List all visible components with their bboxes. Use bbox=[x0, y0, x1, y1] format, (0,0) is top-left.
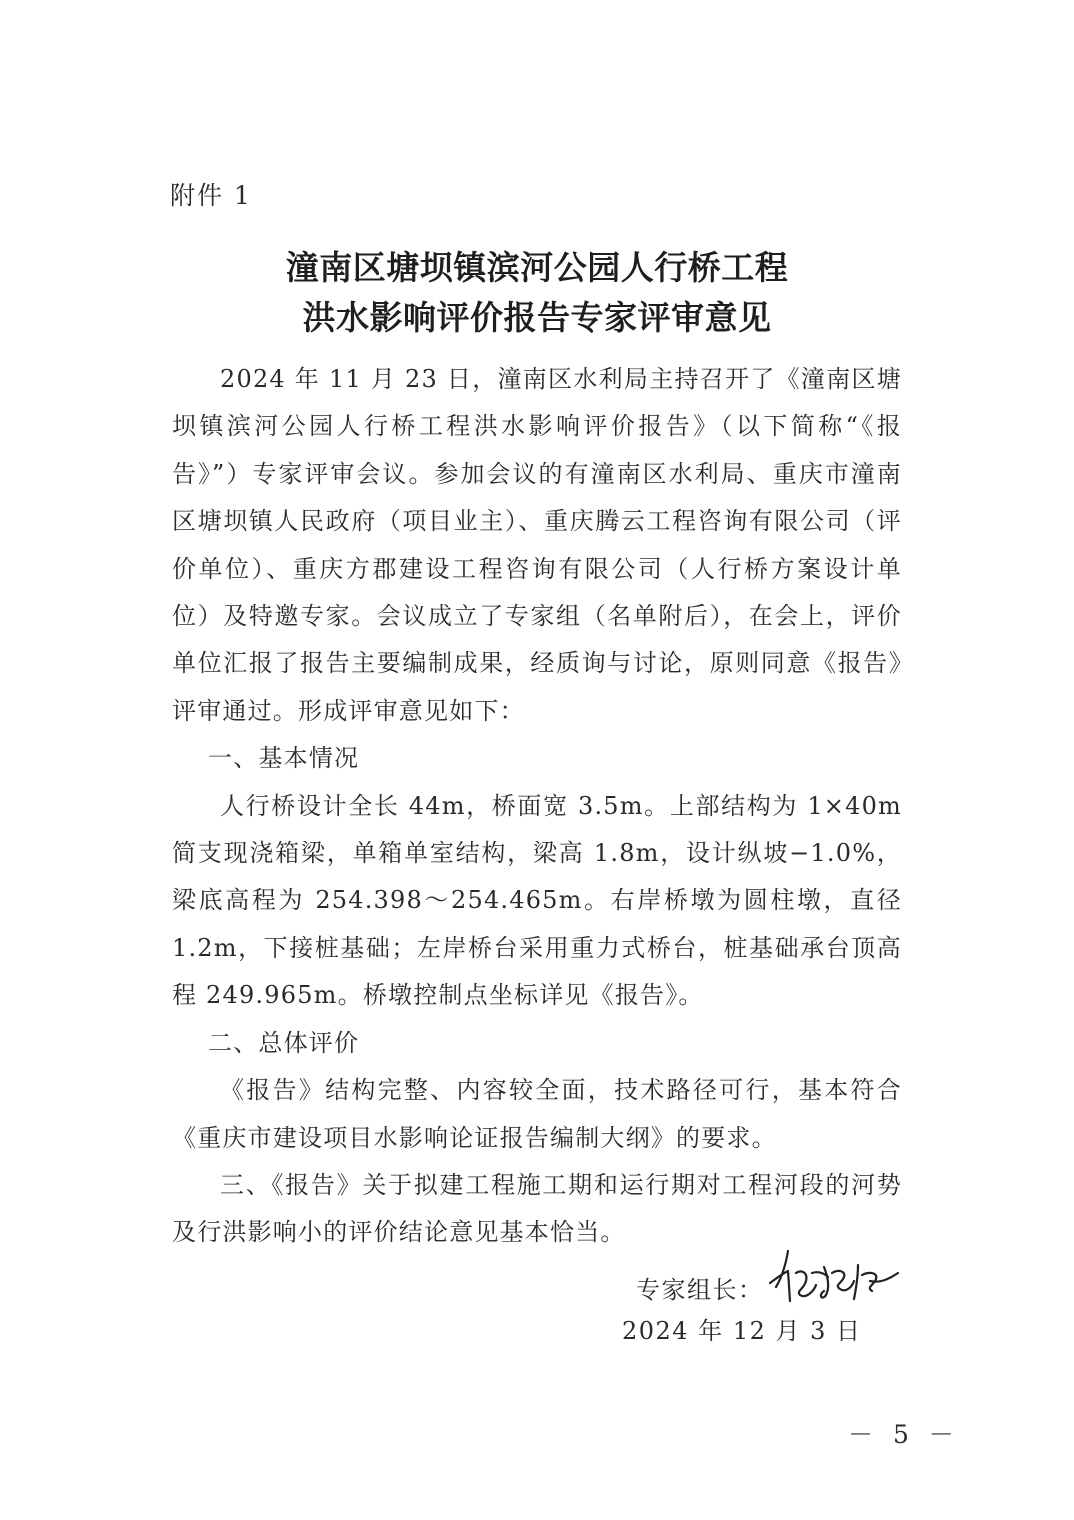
attachment-label: 附件 1 bbox=[170, 181, 252, 210]
document-body bbox=[172, 356, 902, 1257]
section-heading-overall-evaluation: 二、总体评价 bbox=[208, 1028, 360, 1057]
signer-line bbox=[636, 1261, 906, 1313]
signing-date: 2024 年 12 月 3 日 bbox=[622, 1317, 862, 1345]
intro-paragraph: 2024 年 11 月 23 日，潼南区水利局主持召开了《潼南区塘坝镇滨河公园人行桥工程洪水影响评价报告》（以下简称“《报告》”）专家评审会议。参加会议的有潼南区水利局、重庆市潼南区塘坝镇人民政府（项目业主）、重庆腾云工程咨询有限公司（评价单位）、重庆方郡建设工程咨询有限公司（人行桥方案设计单位）及特邀专家。会议成立了专家组（名单附后），在会上，评价单位汇报了报告主要编制成果，经质询与讨论，原则同意《报告》评审通过。形成评审意见如下： bbox=[172, 365, 902, 725]
conclusion-paragraph: 三、《报告》关于拟建工程施工期和运行期对工程河段的河势及行洪影响小的评价结论意见基本恰当。 bbox=[172, 1170, 902, 1247]
document-title-line-1: 潼南区塘坝镇滨河公园人行桥工程 bbox=[285, 248, 789, 287]
signer-label: 专家组长： bbox=[636, 1275, 764, 1304]
page-number: － 5 － bbox=[848, 1420, 960, 1449]
handwritten-signature bbox=[766, 1243, 906, 1313]
document-title-line-2: 洪水影响评价报告专家评审意见 bbox=[302, 298, 772, 337]
overall-evaluation-paragraph: 《报告》结构完整、内容较全面，技术路径可行，基本符合《重庆市建设项目水影响论证报告编制大纲》的要求。 bbox=[172, 1076, 902, 1152]
basic-info-paragraph: 人行桥设计全长 44m，桥面宽 3.5m。上部结构为 1×40m 简支现浇箱梁，单箱单室结构，梁高 1.8m，设计纵坡−1.0%，梁底高程为 254.398～254.465m。右岸桥墩为圆柱墩，直径 1.2m，下接桩基础；左岸桥台采用重力式桥台，桩基础承台顶高程 249.965m。桥墩控制点坐标详见《报告》。 bbox=[172, 791, 902, 1010]
section-heading-basic-info: 一、基本情况 bbox=[208, 744, 360, 773]
